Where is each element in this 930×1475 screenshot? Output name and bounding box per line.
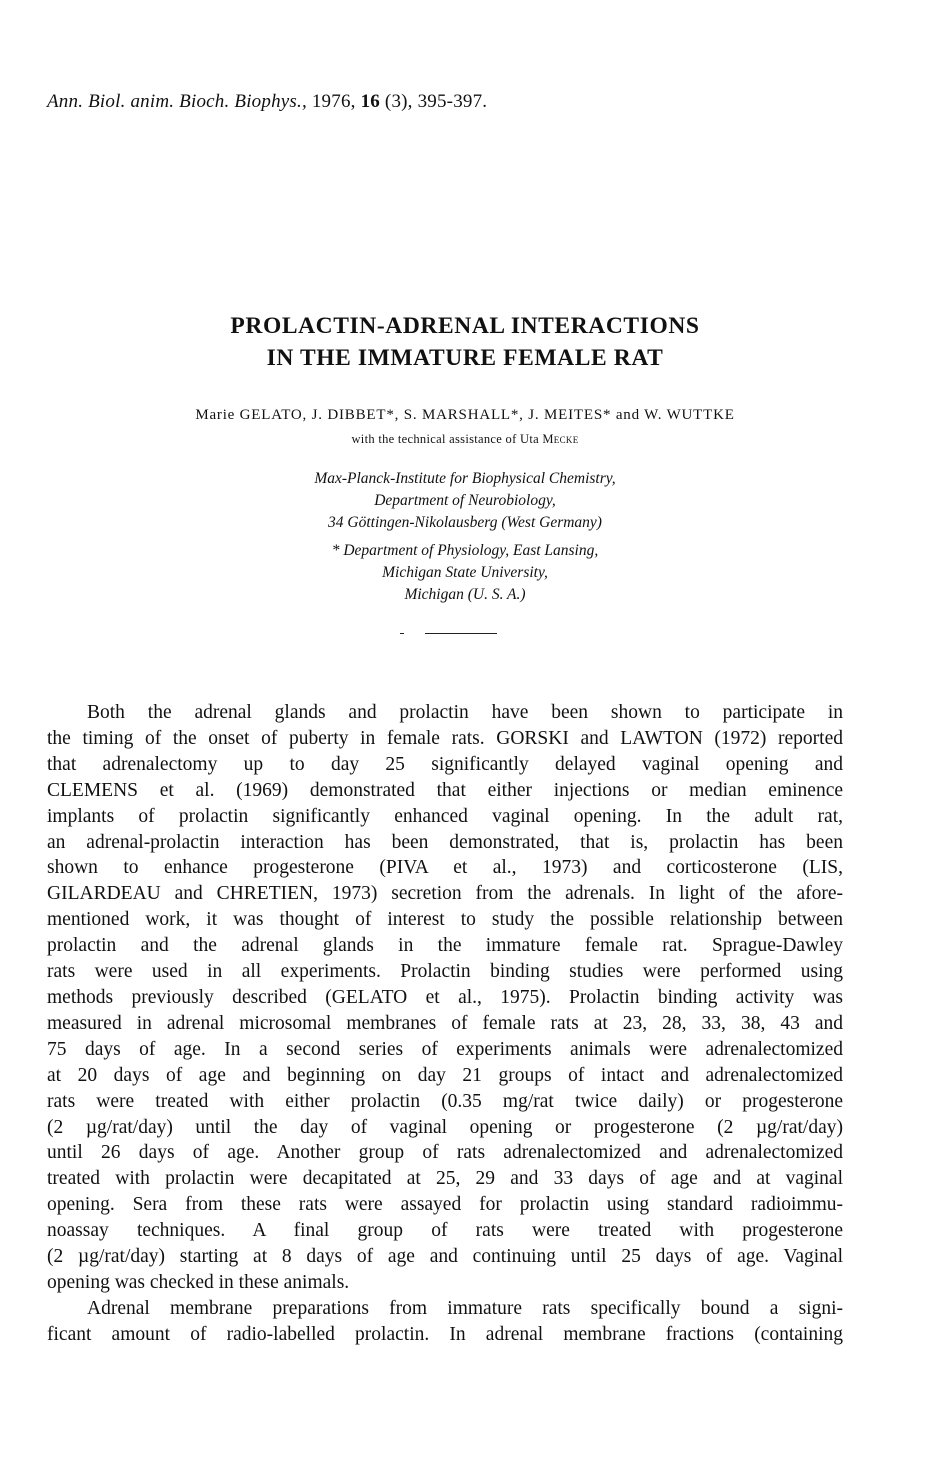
citation-journal: Ann. Biol. anim. Bioch. Biophys., bbox=[47, 91, 307, 112]
body-paragraph-2 bbox=[47, 1296, 843, 1348]
affiliation-line-5: Michigan State University, bbox=[382, 564, 548, 581]
body-line: prolactin and the adrenal glands in the immature female rat. Sprague-Dawley bbox=[47, 935, 843, 957]
body-line: at 20 days of age and beginning on day 21 groups of intact and adrenalectomized bbox=[47, 1064, 843, 1086]
body-line: (2 µg/rat/day) starting at 8 days of age and continuing until 25 days of age. Vaginal bbox=[47, 1246, 843, 1268]
body-line: implants of prolactin significantly enhanced vaginal opening. In the adult rat, bbox=[47, 805, 843, 827]
separator-dot bbox=[400, 633, 404, 634]
assistance-name: Mecke bbox=[542, 432, 579, 446]
author-list: Marie GELATO, J. DIBBET*, S. MARSHALL*, J. MEITES* and W. WUTTKE bbox=[195, 407, 735, 423]
body-line: mentioned work, it was thought of interest to study the possible relationship between bbox=[47, 909, 843, 931]
body-line: the timing of the onset of puberty in female rats. GORSKI and LAWTON (1972) reported bbox=[47, 727, 843, 749]
affiliation-line-6: Michigan (U. S. A.) bbox=[404, 586, 526, 603]
affiliation-line-4: * Department of Physiology, East Lansing, bbox=[331, 542, 599, 559]
article-title-line-1: PROLACTIN-ADRENAL INTERACTIONS bbox=[230, 313, 700, 339]
body-line: Adrenal membrane preparations from immature rats specifically bound a signi- bbox=[87, 1297, 843, 1319]
journal-citation bbox=[47, 91, 487, 113]
article-body bbox=[47, 700, 843, 1348]
body-line: noassay techniques. A final group of rats were treated with progesterone bbox=[47, 1220, 843, 1242]
body-line: 75 days of age. In a second series of experiments animals were adrenalectomized bbox=[47, 1038, 843, 1060]
separator-rule bbox=[425, 633, 497, 634]
assistance-prefix: with the technical assistance of Uta bbox=[351, 432, 539, 446]
citation-year: 1976, bbox=[311, 91, 356, 112]
body-line: that adrenalectomy up to day 25 significantly delayed vaginal opening and bbox=[47, 753, 843, 775]
citation-issue-pages: (3), 395-397. bbox=[384, 91, 488, 112]
affiliation-line-1: Max-Planck-Institute for Biophysical Chemistry, bbox=[314, 470, 616, 487]
affiliation-line-2: Department of Neurobiology, bbox=[374, 492, 556, 509]
body-line: opening was checked in these animals. bbox=[47, 1271, 350, 1293]
body-line: shown to enhance progesterone (PIVA et al., 1973) and corticosterone (LIS, bbox=[47, 857, 843, 879]
technical-assistance bbox=[0, 432, 930, 447]
body-line: GILARDEAU and CHRETIEN, 1973) secretion from the adrenals. In light of the afore- bbox=[47, 883, 843, 905]
body-line: opening. Sera from these rats were assayed for prolactin using standard radioimmu- bbox=[47, 1194, 843, 1216]
article-title-line-2: IN THE IMMATURE FEMALE RAT bbox=[266, 345, 664, 371]
body-line: methods previously described (GELATO et al., 1975). Prolactin binding activity was bbox=[47, 986, 843, 1008]
body-line: an adrenal-prolactin interaction has been demonstrated, that is, prolactin has been bbox=[47, 831, 843, 853]
body-paragraph-1 bbox=[47, 700, 843, 1296]
body-line: rats were treated with either prolactin (0.35 mg/rat twice daily) or progesterone bbox=[47, 1090, 843, 1112]
body-line: rats were used in all experiments. Prolactin binding studies were performed using bbox=[47, 961, 843, 983]
affiliation-line-3: 34 Göttingen-Nikolausberg (West Germany) bbox=[328, 514, 602, 531]
body-line: Both the adrenal glands and prolactin have been shown to participate in bbox=[87, 702, 843, 723]
citation-volume: 16 bbox=[360, 91, 380, 112]
body-line: ficant amount of radio-labelled prolactin. In adrenal membrane fractions (containing bbox=[47, 1323, 843, 1345]
body-line: measured in adrenal microsomal membranes of female rats at 23, 28, 33, 38, 43 and bbox=[47, 1012, 843, 1034]
body-line: (2 µg/rat/day) until the day of vaginal opening or progesterone (2 µg/rat/day) bbox=[47, 1116, 843, 1138]
body-line: CLEMENS et al. (1969) demonstrated that either injections or median eminence bbox=[47, 779, 843, 801]
body-line: until 26 days of age. Another group of rats adrenalectomized and adrenalectomized bbox=[47, 1142, 843, 1164]
body-line: treated with prolactin were decapitated at 25, 29 and 33 days of age and at vaginal bbox=[47, 1168, 843, 1190]
